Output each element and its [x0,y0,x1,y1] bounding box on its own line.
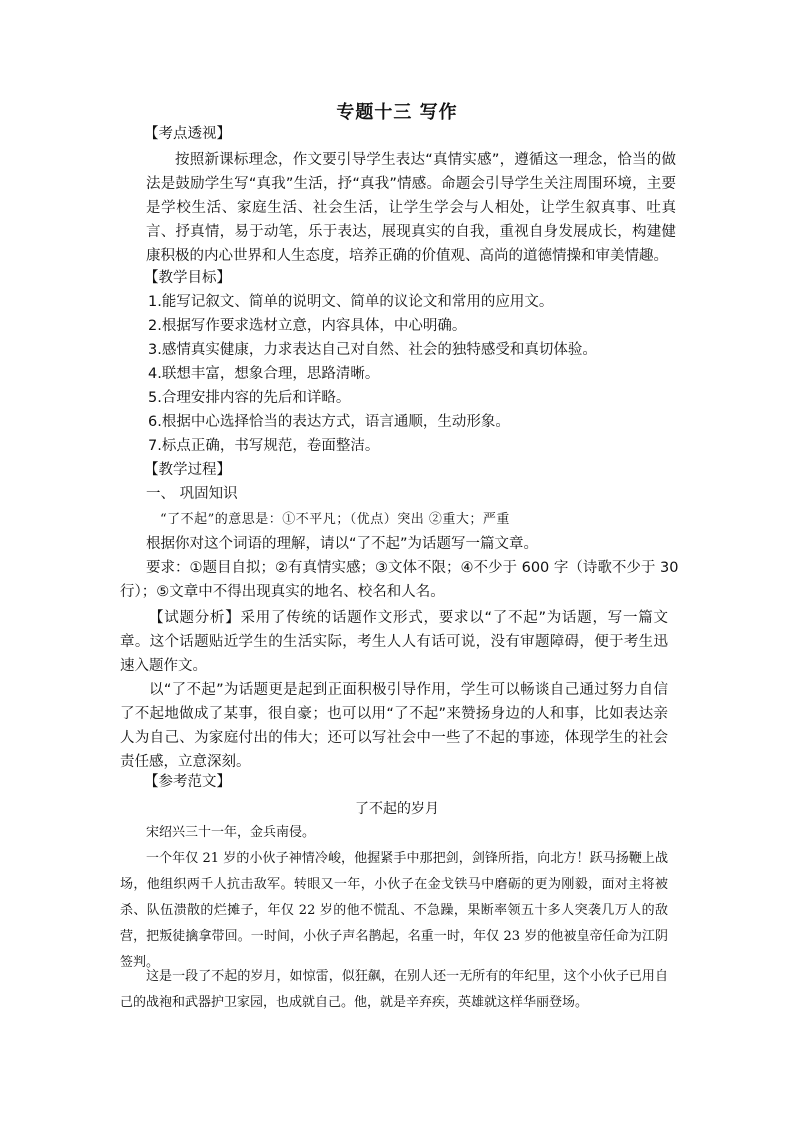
word-meaning: “了不起”的意思是：①不平凡；（优点）突出 ②重大；严重 [160,512,510,527]
page-title: 专题十三 写作 [336,102,458,123]
essay-title: 了不起的岁月 [355,801,439,817]
goal-item: 6.根据中心选择恰当的表达方式，语言通顺，生动形象。 [148,414,510,430]
goal-item: 7.标点正确，书写规范，卷面整洁。 [148,438,380,454]
exam-focus-paragraph: 按照新课标理念，作文要引导学生表达“真情实感”，遵循这一理念，恰当的做法是鼓励学生写“真我”生活，抒“真我”情感。命题会引导学生关注周围环境，主要是学校生活、家庭生活、社会生活，让学生学会与人相处，让学生叙真事、吐真言、抒真情，易于动笔，乐于表达，展现真实的自我，重视自身发展成长，构建健康积极的内心世界和人生态度，培养正确的价值观、高尚的道德情操和审美情趣。 [146,152,676,264]
goal-item: 3.感情真实健康，力求表达自己对自然、社会的独特感受和真切体验。 [148,342,597,358]
goal-item: 4.联想丰富，想象合理，思路清晰。 [148,366,380,382]
question-analysis-2: 以“了不起”为话题更是起到正面积极引导作用，学生可以畅谈自己通过努力自信了不起地做成了某事，很自豪；也可以用“了不起”来赞扬身边的人和事，比如表达亲人为自己、为家庭付出的伟大；还可以写社会中一些了不起的事迹，体现学生的社会责任感，立意深刻。 [120,682,668,770]
writing-requirements-line2: 行）；⑤文章中不得出现真实的地名、校名和人名。 [120,584,445,600]
section-heading-teaching-process: 【教学过程】 [144,462,231,478]
section-heading-teaching-goals: 【教学目标】 [144,270,231,286]
goal-item: 5.合理安排内容的先后和详略。 [148,390,351,406]
subsection-heading: 一、 巩固知识 [146,486,238,502]
writing-requirements-line1: 要求：①题目自拟；②有真情实感；③文体不限；④不少于 600 字（诗歌不少于 30 [146,560,679,576]
essay-paragraph: 宋绍兴三十一年，金兵南侵。 [146,825,316,840]
section-heading-sample-essay: 【参考范文】 [144,774,231,790]
essay-paragraph: 这是一段了不起的岁月，如惊雷，似狂飙，在别人还一无所有的年纪里，这个小伙子已用自己的战袍和武器护卫家园，也成就自己。他，就是辛弃疾，英雄就这样华丽登场。 [120,969,668,1010]
essay-paragraph: 一个年仅 21 岁的小伙子神情冷峻，他握紧手中那把剑，剑锋所指，向北方！跃马扬鞭上战场，他组织两千人抗击敌军。转眼又一年，小伙子在金戈铁马中磨砺的更为刚毅，面对主将被杀、队伍溃散的烂摊子，年仅 22 岁的他不慌乱、不急躁，果断率领五十多人突袭几万人的敌营，把叛徒擒拿带回。一时间，小伙子声名鹊起，名重一时，年仅 23 岁的他被皇帝任命为江阴签判。 [120,851,668,970]
writing-prompt: 根据你对这个词语的理解，请以“了不起”为话题写一篇文章。 [146,536,539,552]
goal-item: 1.能写记叙文、简单的说明文、简单的议论文和常用的应用文。 [148,294,554,310]
goal-item: 2.根据写作要求选材立意，内容具体，中心明确。 [148,318,467,334]
question-analysis: 【试题分析】采用了传统的话题作文形式，要求以“了不起”为话题，写一篇文章。这个话题贴近学生的生活实际，考生人人有话可说，没有审题障碍，便于考生迅速入题作文。 [120,610,668,674]
section-heading-exam-focus: 【考点透视】 [144,126,231,142]
